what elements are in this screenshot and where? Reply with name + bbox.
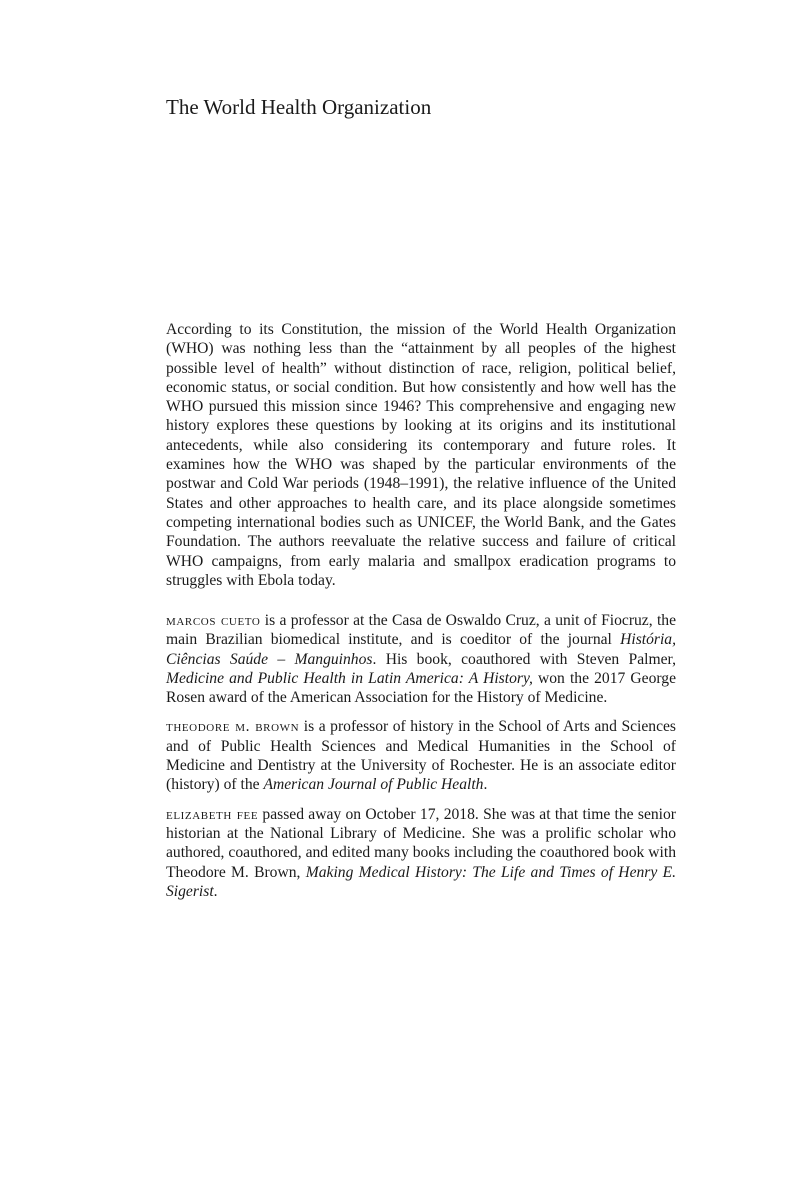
- author-name: elizabeth fee: [166, 805, 259, 823]
- book-reference: Making Medical History: The Life and Times of Henry E. Sigerist: [166, 863, 676, 900]
- author-bio-fee: [166, 805, 676, 901]
- book-reference: Medicine and Public Health in Latin America: A History,: [166, 669, 533, 687]
- book-title: The World Health Organization: [166, 95, 432, 119]
- bio-text: . His book, coauthored with Steven Palmer,: [372, 650, 676, 668]
- bio-text: is a professor of history in the School of Arts and Sciences and of Public Health Sciences and Medical Humanities in the School of Medicine and Dentistry at the University of Rochester. He is an associate editor (history) of the: [166, 718, 676, 794]
- journal-title: História, Ciências Saúde – Manguinhos: [166, 631, 676, 668]
- author-name: marcos cueto: [166, 612, 261, 629]
- bio-text: won the 2017 George Rosen award of the American Association for the History of Medicine.: [166, 669, 676, 707]
- author-name: theodore m. brown: [166, 718, 300, 736]
- bio-text: passed away on October 17, 2018. She was at that time the senior historian at the National Library of Medicine. She was a prolific scholar who authored, coauthored, and edited many books including the coauthored book with Theodore M. Brown,: [166, 805, 676, 881]
- author-bios: [166, 611, 676, 911]
- author-bio-brown: [166, 717, 676, 794]
- journal-title: American Journal of Public Health: [263, 776, 484, 794]
- bio-text: is a professor at the Casa de Oswaldo Cruz, a unit of Fiocruz, the main Brazilian biomedical institute, and is coeditor of the journal: [166, 612, 676, 649]
- bio-text: .: [483, 776, 488, 794]
- author-bio-cueto: [166, 611, 676, 707]
- book-description: According to its Constitution, the mission of the World Health Organization (WHO) was nothing less than the “attainment by all peoples of the highest possible level of health” without distinction of race, religion, political belief, economic status, or social condition. But how consistently and how well has the WHO pursued this mission since 1946? This comprehensive and engaging new history explores these questions by looking at its origins and its institutional antecedents, while also considering its contemporary and future roles. It examines how the WHO was shaped by the particular environments of the postwar and Cold War periods (1948–1991), the relative influence of the United States and other approaches to health care, and its place alongside sometimes competing international bodies such as UNICEF, the World Bank, and the Gates Foundation. The authors reevaluate the relative success and failure of critical WHO campaigns, from early malaria and smallpox eradication programs to struggles with Ebola today.: [166, 321, 676, 589]
- bio-text: .: [213, 882, 218, 900]
